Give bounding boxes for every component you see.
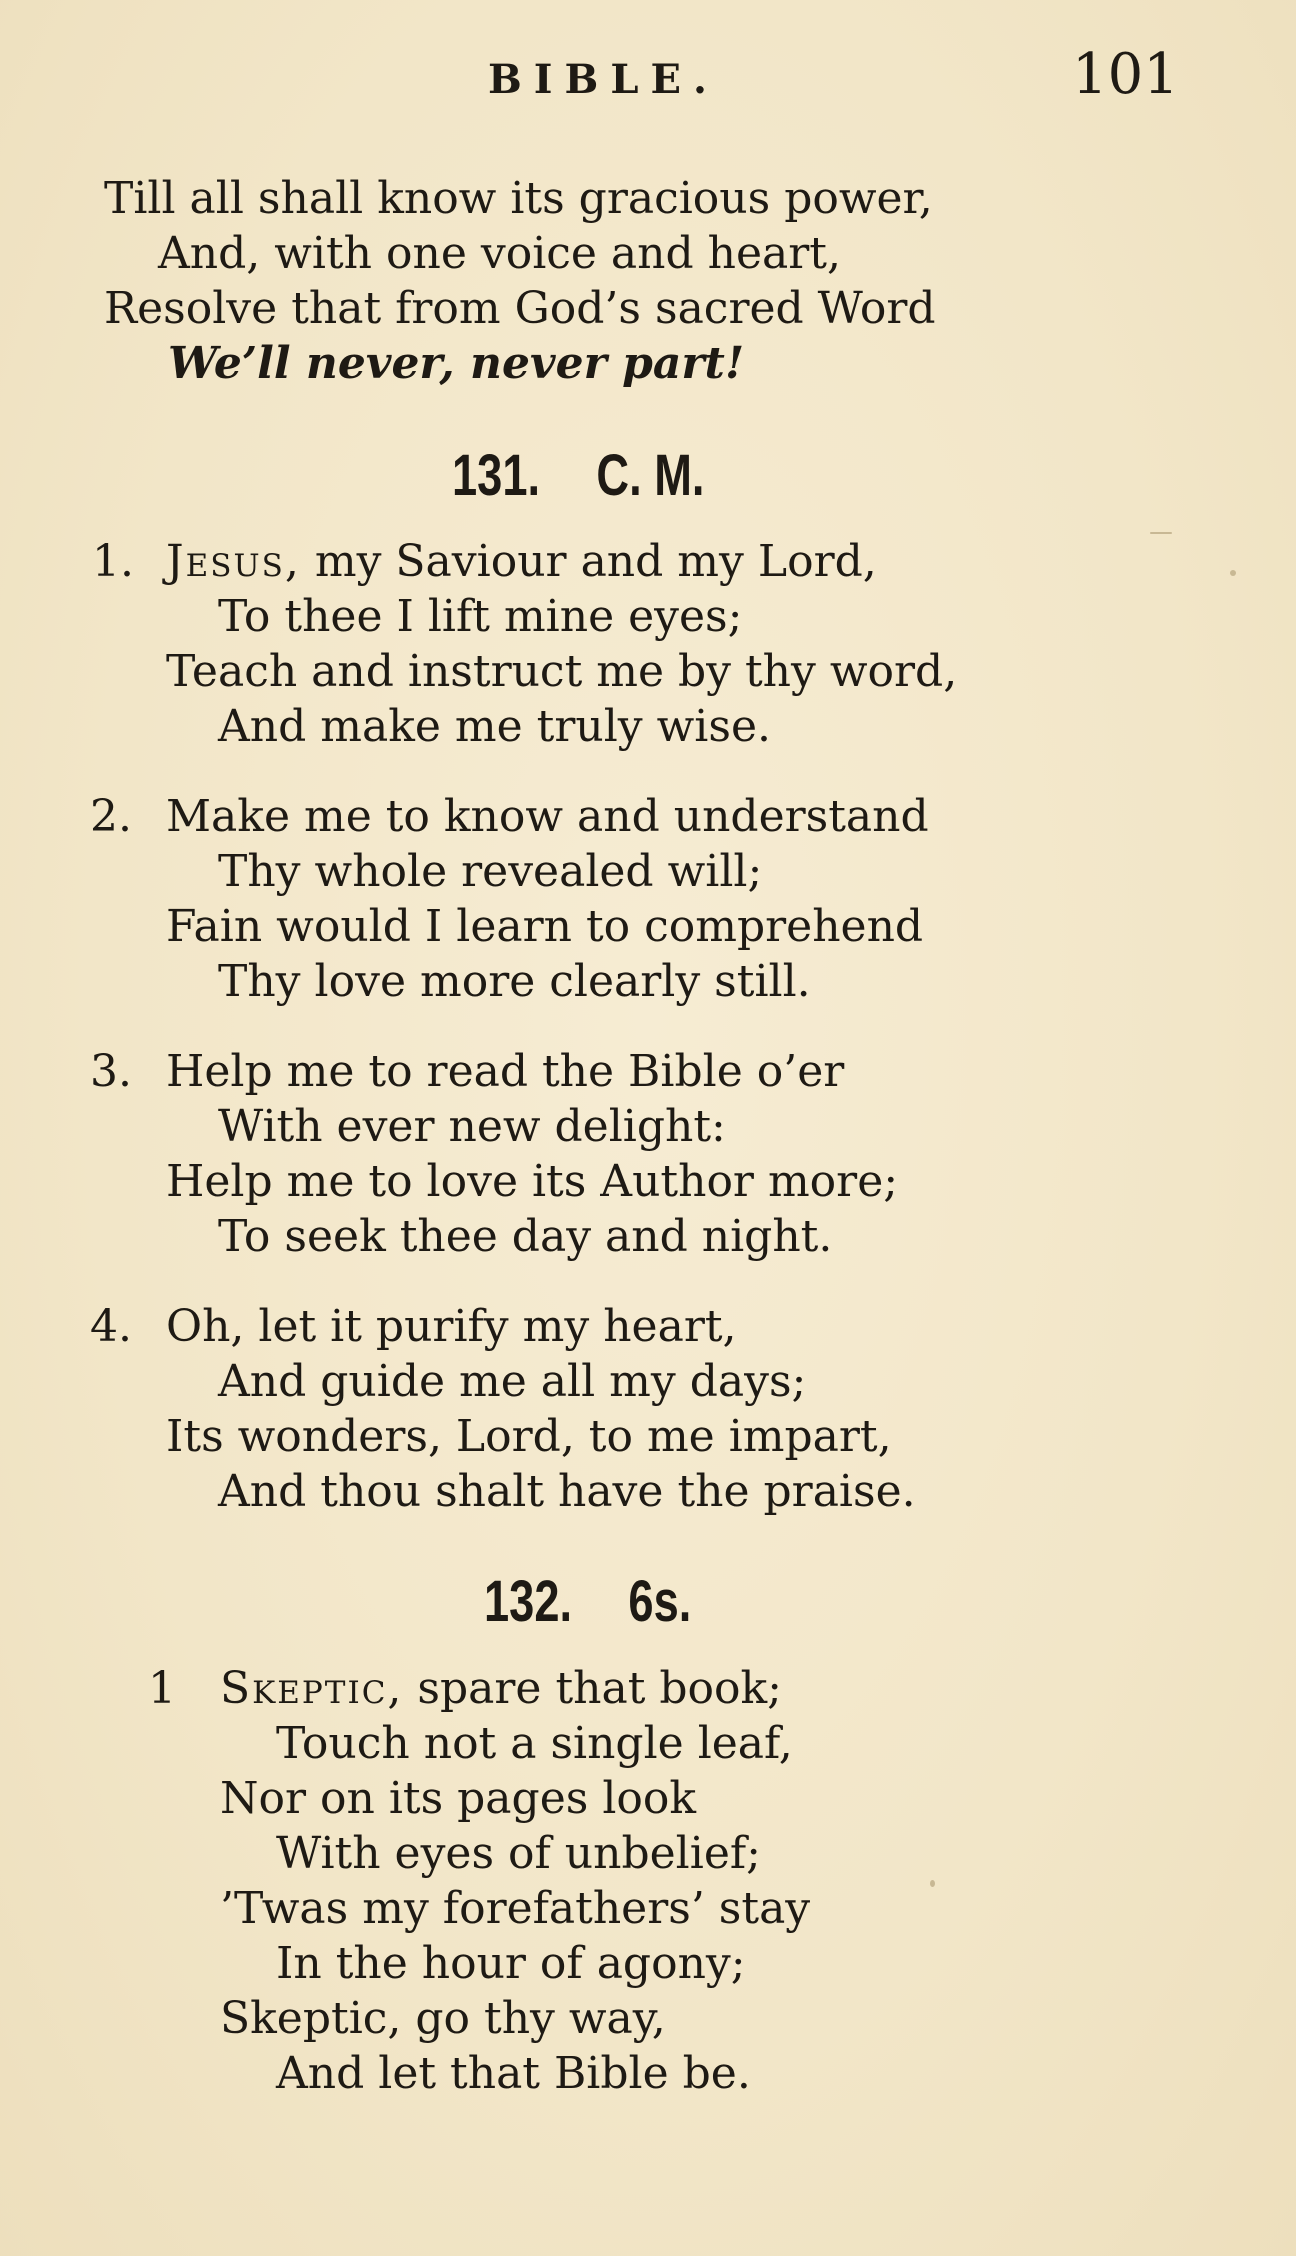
verse-line: Till all shall know its gracious power, bbox=[104, 173, 933, 224]
verse-line: Thy whole revealed will; bbox=[218, 846, 763, 897]
verse-line bbox=[220, 1662, 782, 1716]
verse-line: And thou shalt have the praise. bbox=[218, 1466, 916, 1517]
hymn-heading bbox=[452, 442, 704, 509]
verse-line: And let that Bible be. bbox=[276, 2048, 751, 2099]
verse-line: Help me to love its Author more; bbox=[166, 1156, 899, 1207]
verse-number: 3. bbox=[90, 1046, 132, 1097]
hymn-meter: C. M. bbox=[596, 443, 705, 508]
verse-number: 2. bbox=[90, 791, 132, 842]
verse-line: To thee I lift mine eyes; bbox=[218, 591, 743, 642]
hymn-meter: 6s. bbox=[628, 1569, 692, 1634]
first-rest: my Saviour and my Lord, bbox=[300, 536, 877, 587]
verse-line: ’Twas my forefathers’ stay bbox=[220, 1883, 811, 1934]
verse-line: To seek thee day and night. bbox=[218, 1211, 833, 1262]
verse-line: In the hour of agony; bbox=[276, 1938, 746, 1989]
verse-line: Make me to know and understand bbox=[166, 791, 929, 842]
paper-speck bbox=[930, 1880, 935, 1887]
verse-line: Fain would I learn to comprehend bbox=[166, 901, 924, 952]
verse-line: And make me truly wise. bbox=[218, 701, 771, 752]
verse-line bbox=[166, 535, 877, 589]
hymn-number: 131. bbox=[452, 443, 541, 508]
page-number: 101 bbox=[1072, 42, 1179, 107]
verse-line: With ever new delight: bbox=[218, 1101, 726, 1152]
running-head bbox=[0, 42, 1296, 112]
verse-line: And guide me all my days; bbox=[218, 1356, 807, 1407]
first-rest: spare that book; bbox=[403, 1663, 782, 1714]
verse-line: Nor on its pages look bbox=[220, 1773, 697, 1824]
hymn-heading bbox=[484, 1568, 691, 1635]
verse-line: Help me to read the Bible o’er bbox=[166, 1046, 845, 1097]
verse-number: 1 bbox=[148, 1663, 176, 1714]
verse-line: Resolve that from God’s sacred Word bbox=[104, 283, 936, 334]
verse-line: Oh, let it purify my heart, bbox=[166, 1301, 737, 1352]
hymn-number: 132. bbox=[484, 1569, 573, 1634]
verse-line: We’ll never, never part! bbox=[168, 338, 745, 389]
verse-line: Thy love more clearly still. bbox=[218, 956, 811, 1007]
paper-speck bbox=[1230, 570, 1236, 576]
verse-line: Its wonders, Lord, to me impart, bbox=[166, 1411, 892, 1462]
verse-line: Skeptic, go thy way, bbox=[220, 1993, 666, 2044]
running-title: BIBLE. bbox=[488, 56, 719, 103]
verse-line: With eyes of unbelief; bbox=[276, 1828, 761, 1879]
first-word: Skeptic, bbox=[220, 1663, 404, 1714]
verse-line: Touch not a single leaf, bbox=[276, 1718, 793, 1769]
paper-speck bbox=[1150, 532, 1172, 534]
verse-line: And, with one voice and heart, bbox=[158, 228, 841, 279]
verse-line: Teach and instruct me by thy word, bbox=[166, 646, 958, 697]
verse-number: 1. bbox=[92, 536, 134, 587]
verse-number: 4. bbox=[90, 1301, 132, 1352]
first-word: Jesus, bbox=[166, 536, 301, 587]
